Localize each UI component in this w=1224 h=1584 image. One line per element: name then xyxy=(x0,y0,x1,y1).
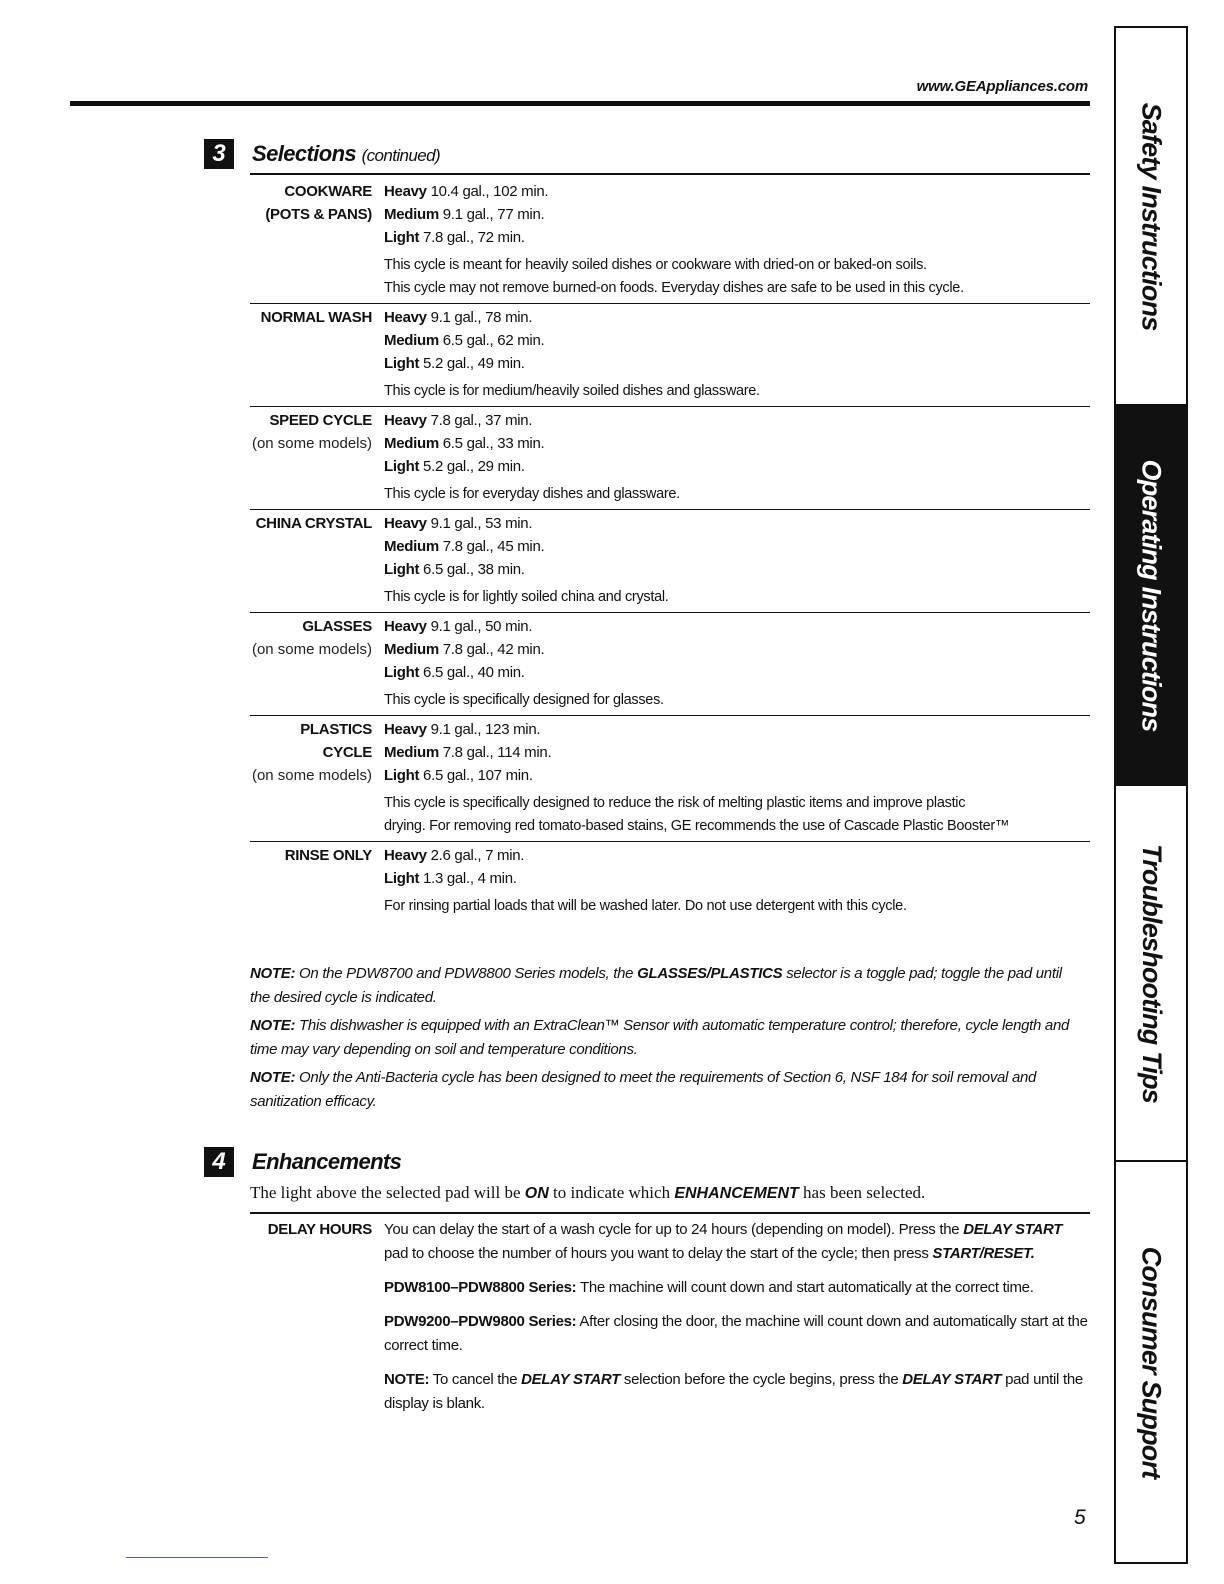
level-spec: 7.8 gal., 72 min. xyxy=(423,229,525,246)
level-spec: 7.8 gal., 114 min. xyxy=(442,744,552,761)
note-label: NOTE: xyxy=(250,965,296,982)
description-line: This cycle is specifically designed to reduce the risk of melting plastic items and improve plastic xyxy=(384,795,966,811)
cycle-row xyxy=(250,178,1090,304)
level-line xyxy=(384,329,1090,352)
delay-note-paragraph xyxy=(384,1368,1090,1416)
description-line: This cycle is meant for heavily soiled dishes or cookware with dried-on or baked-on soils. xyxy=(384,257,927,273)
level-name: Light xyxy=(384,767,420,784)
note-text: On the PDW8700 and PDW8800 Series models, the xyxy=(295,965,638,982)
note-label: NOTE: xyxy=(250,1069,296,1086)
cycle-row xyxy=(250,510,1090,613)
para-text: To cancel the xyxy=(429,1371,522,1388)
level-spec: 6.5 gal., 38 min. xyxy=(423,561,525,578)
level-name: Light xyxy=(384,664,420,681)
cycle-name: COOKWARE xyxy=(284,183,372,200)
level-spec: 10.4 gal., 102 min. xyxy=(430,183,549,200)
cycle-row xyxy=(250,716,1090,842)
level-name: Medium xyxy=(384,538,439,555)
note-text: Only the Anti-Bacteria cycle has been designed to meet the requirements of Section 6, NSF 184 for soil removal and sanitization efficacy. xyxy=(250,1069,1037,1110)
level-line xyxy=(384,844,1090,867)
level-line xyxy=(384,718,1090,741)
website-url[interactable]: www.GEAppliances.com xyxy=(916,78,1088,95)
level-spec: 9.1 gal., 123 min. xyxy=(430,721,541,738)
cycle-name-cell xyxy=(250,844,384,918)
cycle-detail-cell xyxy=(384,180,1090,300)
series-label: PDW9200–PDW9800 Series: xyxy=(384,1313,577,1330)
level-line xyxy=(384,432,1090,455)
level-line xyxy=(384,203,1090,226)
cycle-name-cell xyxy=(250,718,384,838)
note-text: selector is a toggle pad; toggle the pad until the desired cycle is indicated. xyxy=(250,965,1062,1006)
keyword-start-reset: START/RESET xyxy=(932,1245,1031,1262)
bottom-link-underline xyxy=(126,1557,268,1558)
cycle-availability-note: (on some models) xyxy=(251,435,372,452)
level-line xyxy=(384,226,1090,249)
intro-text: The light above the selected pad will be xyxy=(250,1183,525,1202)
tab-troubleshooting-tips[interactable] xyxy=(1116,786,1186,1162)
keyword-delay-start: DELAY START xyxy=(521,1371,621,1388)
cycle-name: PLASTICS CYCLE xyxy=(300,721,372,761)
page-number: 5 xyxy=(1074,1506,1086,1529)
delay-paragraph xyxy=(384,1218,1090,1266)
level-spec: 9.1 gal., 77 min. xyxy=(442,206,545,223)
intro-keyword-on: ON xyxy=(524,1185,549,1202)
cycle-description xyxy=(384,254,1090,300)
level-spec: 9.1 gal., 50 min. xyxy=(430,618,533,635)
level-line xyxy=(384,661,1090,684)
cycle-detail-cell xyxy=(384,306,1090,403)
level-name: Light xyxy=(384,355,420,372)
para-text: pad until the display is blank. xyxy=(384,1371,1083,1412)
level-name: Heavy xyxy=(384,412,427,429)
tab-operating-instructions[interactable] xyxy=(1116,406,1186,786)
enhancements-intro xyxy=(250,1183,925,1203)
tab-consumer-support[interactable] xyxy=(1116,1162,1186,1562)
cycle-name: GLASSES xyxy=(302,618,372,635)
level-spec: 9.1 gal., 53 min. xyxy=(430,515,533,532)
level-line xyxy=(384,306,1090,329)
cycle-description xyxy=(384,689,1090,712)
para-text: . xyxy=(1030,1245,1035,1262)
note-label: NOTE: xyxy=(250,1017,296,1034)
level-name: Heavy xyxy=(384,515,427,532)
level-name: Light xyxy=(384,561,420,578)
cycle-row xyxy=(250,613,1090,716)
level-line xyxy=(384,741,1090,764)
keyword-delay-start: DELAY START xyxy=(963,1221,1063,1238)
level-spec: 6.5 gal., 40 min. xyxy=(423,664,525,681)
level-spec: 6.5 gal., 107 min. xyxy=(423,767,533,784)
intro-keyword-enhancement: ENHANCEMENT xyxy=(674,1185,799,1202)
cycle-name: CHINA CRYSTAL xyxy=(255,515,372,532)
level-line xyxy=(384,535,1090,558)
section-rule xyxy=(250,173,1090,175)
delay-description xyxy=(384,1218,1090,1426)
cycle-description xyxy=(384,380,1090,403)
tab-safety-instructions[interactable] xyxy=(1116,28,1186,406)
level-spec: 1.3 gal., 4 min. xyxy=(423,870,517,887)
note-paragraph xyxy=(250,1014,1085,1062)
level-line xyxy=(384,352,1090,375)
level-spec: 7.8 gal., 37 min. xyxy=(430,412,533,429)
cycle-name: RINSE ONLY xyxy=(284,847,372,864)
cycle-detail-cell xyxy=(384,409,1090,506)
level-name: Heavy xyxy=(384,309,427,326)
level-name: Heavy xyxy=(384,618,427,635)
section-rule xyxy=(250,1212,1090,1214)
cycle-detail-cell xyxy=(384,718,1090,838)
level-line xyxy=(384,455,1090,478)
tab-label: Safety Instructions xyxy=(1136,102,1167,330)
cycle-description xyxy=(384,792,1090,838)
level-line xyxy=(384,615,1090,638)
note-label: NOTE: xyxy=(384,1371,430,1388)
level-line xyxy=(384,558,1090,581)
cycle-availability-note: (on some models) xyxy=(251,641,372,658)
notes-block xyxy=(250,962,1085,1118)
note-paragraph xyxy=(250,1066,1085,1114)
cycle-name: DELAY HOURS xyxy=(267,1221,372,1238)
cycle-name-secondary: (POTS & PANS) xyxy=(265,206,372,223)
level-spec: 6.5 gal., 33 min. xyxy=(442,435,545,452)
level-spec: 7.8 gal., 45 min. xyxy=(442,538,545,555)
tab-label: Consumer Support xyxy=(1136,1246,1167,1478)
level-name: Heavy xyxy=(384,183,427,200)
tab-label: Operating Instructions xyxy=(1136,459,1167,731)
cycle-name: NORMAL WASH xyxy=(260,309,372,326)
section-4-heading xyxy=(204,1147,401,1177)
level-name: Light xyxy=(384,458,420,475)
cycle-name-cell xyxy=(250,615,384,712)
cycle-description xyxy=(384,483,1090,506)
description-line: This cycle is for medium/heavily soiled dishes and glassware. xyxy=(384,383,760,399)
description-line: This cycle is for everyday dishes and glassware. xyxy=(384,486,680,502)
cycle-name-cell xyxy=(250,409,384,506)
para-text: pad to choose the number of hours you want to delay the start of the cycle; then press xyxy=(384,1245,933,1262)
cycle-row xyxy=(250,304,1090,407)
level-line xyxy=(384,638,1090,661)
level-line xyxy=(384,180,1090,203)
level-name: Heavy xyxy=(384,721,427,738)
series-label: PDW8100–PDW8800 Series: xyxy=(384,1279,577,1296)
level-line xyxy=(384,512,1090,535)
cycle-row xyxy=(250,842,1090,921)
cycle-name-cell xyxy=(250,1218,384,1426)
level-spec: 2.6 gal., 7 min. xyxy=(430,847,525,864)
level-line xyxy=(384,409,1090,432)
level-line xyxy=(384,867,1090,890)
level-name: Medium xyxy=(384,744,439,761)
level-spec: 5.2 gal., 49 min. xyxy=(423,355,525,372)
level-name: Medium xyxy=(384,641,439,658)
description-line: This cycle is specifically designed for glasses. xyxy=(384,692,664,708)
level-name: Medium xyxy=(384,435,439,452)
tab-label: Troubleshooting Tips xyxy=(1136,843,1167,1103)
level-name: Light xyxy=(384,870,420,887)
level-name: Heavy xyxy=(384,847,427,864)
level-spec: 5.2 gal., 29 min. xyxy=(423,458,525,475)
cycle-description xyxy=(384,895,1090,918)
section-title: Enhancements xyxy=(252,1149,402,1174)
cycle-name-cell xyxy=(250,512,384,609)
cycle-detail-cell xyxy=(384,844,1090,918)
keyword-delay-start: DELAY START xyxy=(902,1371,1002,1388)
description-line: For rinsing partial loads that will be washed later. Do not use detergent with this cycle. xyxy=(384,898,907,914)
para-text: After closing the door, the machine will count down and automatically start at the correct time. xyxy=(384,1313,1088,1354)
section-3-heading xyxy=(204,139,440,169)
note-text: This dishwasher is equipped with an ExtraClean™ Sensor with automatic temperature control; therefore, cycle length and time may vary depending on soil and temperature conditions. xyxy=(250,1017,1070,1058)
level-name: Medium xyxy=(384,332,439,349)
section-title-suffix: (continued) xyxy=(361,146,441,165)
cycle-description xyxy=(384,586,1090,609)
cycle-row xyxy=(250,407,1090,510)
side-tab-bar xyxy=(1114,26,1188,1564)
level-name: Medium xyxy=(384,206,439,223)
cycle-availability-note: (on some models) xyxy=(251,767,372,784)
note-keyword: GLASSES/PLASTICS xyxy=(637,965,783,982)
para-text: You can delay the start of a wash cycle for up to 24 hours (depending on model). Press the xyxy=(384,1221,964,1238)
level-line xyxy=(384,764,1090,787)
level-spec: 7.8 gal., 42 min. xyxy=(442,641,545,658)
level-name: Light xyxy=(384,229,420,246)
cycle-name: SPEED CYCLE xyxy=(269,412,372,429)
series-paragraph xyxy=(384,1276,1090,1300)
cycle-name-cell xyxy=(250,306,384,403)
section-title xyxy=(252,141,440,167)
para-text: The machine will count down and start automatically at the correct time. xyxy=(576,1279,1034,1296)
delay-hours-row xyxy=(250,1218,1090,1426)
intro-text: has been selected. xyxy=(798,1183,926,1202)
description-line: drying. For removing red tomato-based stains, GE recommends the use of Cascade Plastic Booster™ xyxy=(384,818,1010,834)
note-paragraph xyxy=(250,962,1085,1010)
cycle-name-cell xyxy=(250,180,384,300)
description-line: This cycle may not remove burned-on foods. Everyday dishes are safe to be used in this cycle. xyxy=(384,280,964,296)
section-number-badge: 4 xyxy=(204,1147,234,1177)
cycle-detail-cell xyxy=(384,615,1090,712)
level-spec: 9.1 gal., 78 min. xyxy=(430,309,533,326)
description-line: This cycle is for lightly soiled china and crystal. xyxy=(384,589,669,605)
header-rule xyxy=(70,101,1090,106)
section-title-text: Selections xyxy=(252,141,357,166)
intro-text: to indicate which xyxy=(548,1183,675,1202)
section-number-badge: 3 xyxy=(204,139,234,169)
para-text: selection before the cycle begins, press the xyxy=(620,1371,903,1388)
cycle-detail-cell xyxy=(384,512,1090,609)
cycle-table xyxy=(250,178,1090,921)
level-spec: 6.5 gal., 62 min. xyxy=(442,332,545,349)
series-paragraph xyxy=(384,1310,1090,1358)
